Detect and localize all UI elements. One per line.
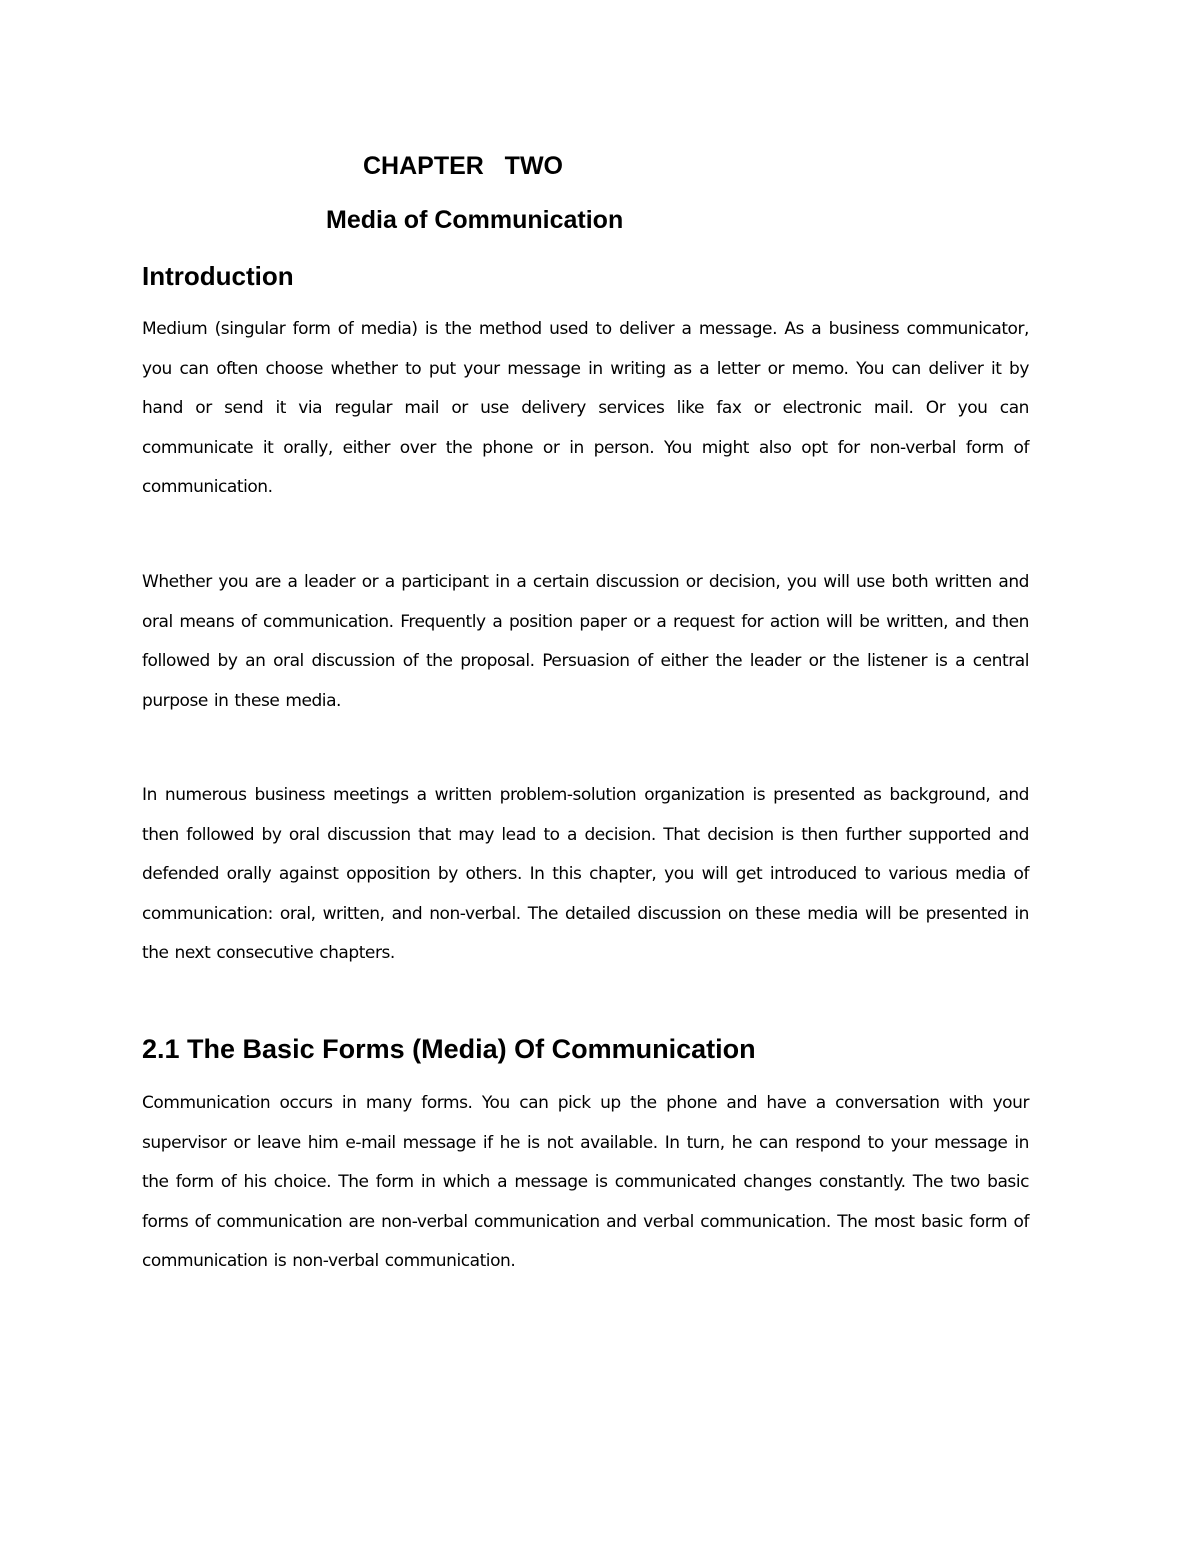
introduction-heading: Introduction bbox=[142, 261, 294, 291]
chapter-title: CHAPTER TWO bbox=[363, 152, 563, 180]
introduction-paragraph-1: Medium (singular form of media) is the method used to deliver a message. As a business communicator, you can often choose whether to put your message in writing as a letter or memo. You can deliver it by hand or send it via regular mail or use delivery services like fax or electronic mail. Or you can communicate it orally, either over the phone or in person. You might also opt for non-verbal form of communication. bbox=[142, 319, 1029, 498]
chapter-subtitle: Media of Communication bbox=[326, 206, 624, 234]
section-2-1-heading: 2.1 The Basic Forms (Media) Of Communication bbox=[142, 1034, 756, 1064]
section-2-1-paragraph-1: Communication occurs in many forms. You can pick up the phone and have a conversation with your supervisor or leave him e-mail message if he is not available. In turn, he can respond to your message in the form of his choice. The form in which a message is communicated changes constantly. The two basic forms of communication are non-verbal communication and verbal communication. The most basic form of communication is non-verbal communication. bbox=[142, 1093, 1029, 1272]
introduction-paragraph-3: In numerous business meetings a written problem-solution organization is presented as background, and then followed by oral discussion that may lead to a decision. That decision is then further supported and defended orally against opposition by others. In this chapter, you will get introduced to various media of communication: oral, written, and non-verbal. The detailed discussion on these media will be presented in the next consecutive chapters. bbox=[142, 785, 1029, 964]
introduction-paragraph-2: Whether you are a leader or a participant in a certain discussion or decision, you will use both written and oral means of communication. Frequently a position paper or a request for action will be written, and then followed by an oral discussion of the proposal. Persuasion of either the leader or the listener is a central purpose in these media. bbox=[142, 572, 1029, 711]
